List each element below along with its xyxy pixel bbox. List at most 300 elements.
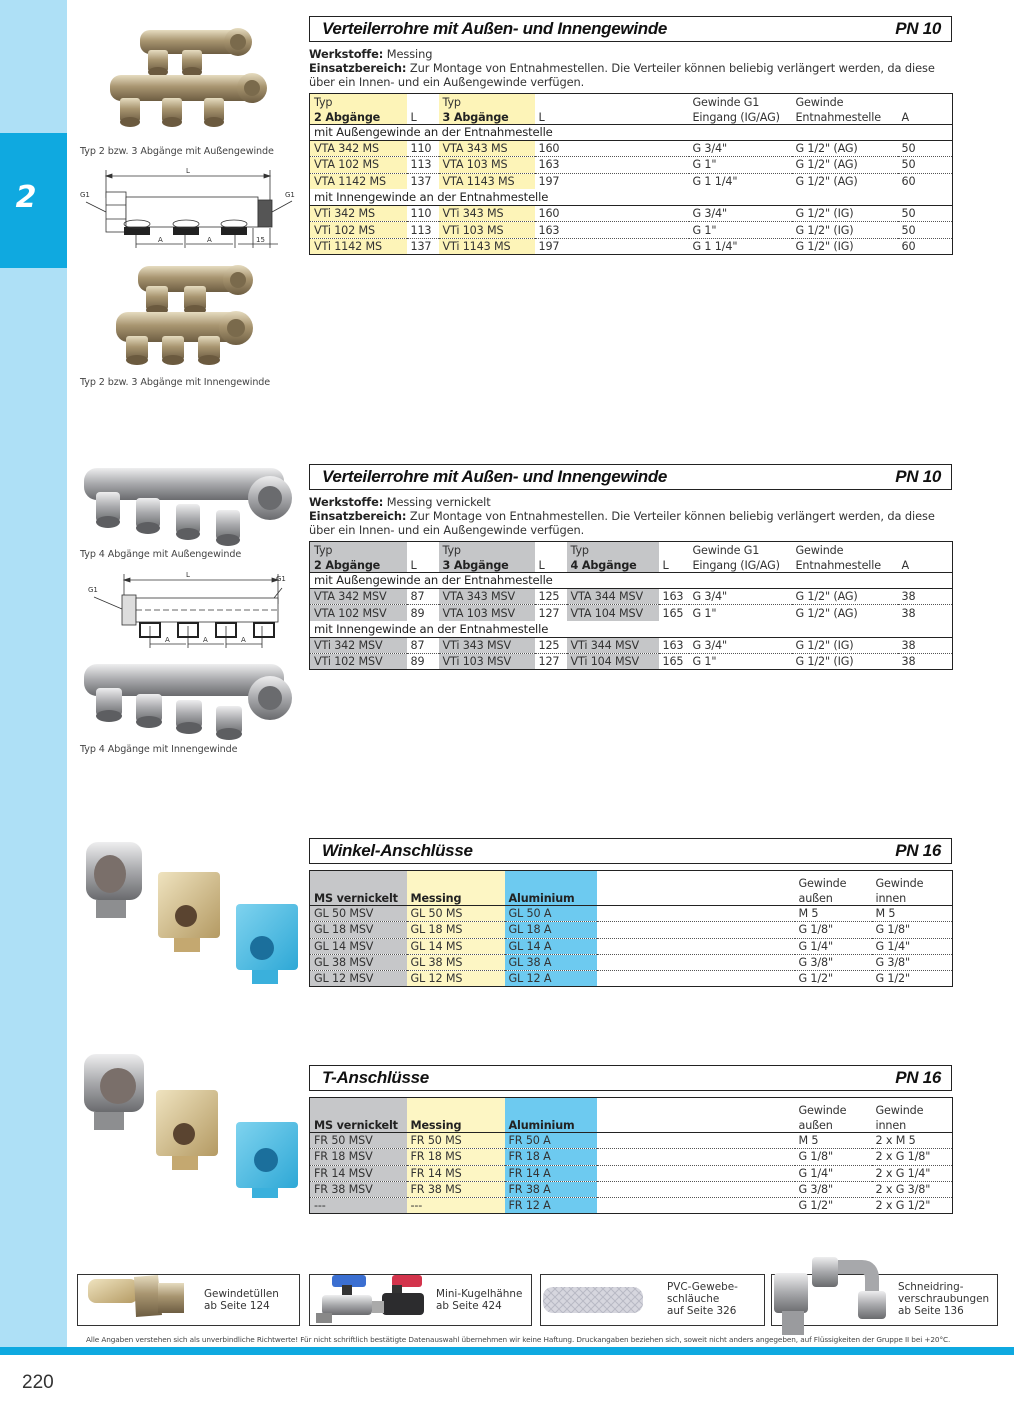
header-row xyxy=(310,557,953,573)
table-cell: FR 12 A xyxy=(505,1198,597,1214)
table-cell: G 1/2" (AG) xyxy=(792,588,898,604)
table-cell: GL 50 MSV xyxy=(310,906,407,922)
table-cell xyxy=(597,1165,795,1181)
crossref-compression-fittings[interactable] xyxy=(771,1274,998,1326)
table-cell: 127 xyxy=(538,655,560,669)
table-cell: G 3/8" xyxy=(795,954,872,970)
column-header: 2 Abgänge xyxy=(310,109,407,125)
column-header: Eingang (IG/AG) xyxy=(689,557,792,573)
table-cell: GL 18 A xyxy=(505,922,597,938)
table-cell: GL 38 MS xyxy=(407,954,505,970)
table-cell xyxy=(597,954,795,970)
pvc-hose-icon xyxy=(543,1285,647,1317)
crossref-text: Gewindetüllen ab Seite 124 xyxy=(204,1288,279,1312)
section-title-bar xyxy=(309,464,952,490)
technical-drawing-2-3-outlets xyxy=(78,164,303,252)
section-title-bar xyxy=(309,838,952,864)
table-cell: G 1/2" xyxy=(875,972,910,986)
table-row xyxy=(310,206,953,222)
table-cell: 87 xyxy=(407,588,439,604)
table-cell: VTA 343 MSV xyxy=(439,588,535,604)
table-cell: 50 xyxy=(898,222,953,238)
table-cell: VTA 342 MSV xyxy=(310,588,407,604)
table-cell: 38 xyxy=(901,606,916,620)
table-cell: VTi 344 MSV xyxy=(567,637,659,653)
caption-type-4-female: Typ 4 Abgänge mit Innengewinde xyxy=(80,744,238,755)
table-cell: G 1/2" (IG) xyxy=(792,222,898,238)
column-header xyxy=(310,1098,407,1118)
dim-G1-left-label: G1 xyxy=(80,191,90,199)
table-cell: G 1/4" xyxy=(795,938,872,954)
dim-L-label: L xyxy=(186,167,190,175)
column-header: Typ xyxy=(439,541,535,557)
column-header xyxy=(310,871,407,891)
table-cell: G 3/8" xyxy=(872,954,953,970)
column-header xyxy=(597,890,795,906)
table-row xyxy=(310,971,953,987)
dim-G1-right-label: G1 xyxy=(276,575,286,583)
table-cell xyxy=(597,1149,795,1165)
table-row xyxy=(310,173,953,189)
pressure-rating: PN 10 xyxy=(895,467,941,486)
table-cell: VTA 102 MSV xyxy=(310,605,407,621)
column-header: Typ xyxy=(310,541,407,557)
table-cell: GL 12 A xyxy=(505,971,597,987)
crossref-text: PVC-Gewebe- schläuche auf Seite 326 xyxy=(667,1281,738,1317)
compression-fitting-icon xyxy=(772,1255,892,1339)
column-header: Typ xyxy=(567,541,659,557)
table-cell: --- xyxy=(310,1198,407,1214)
table-cell: 89 xyxy=(410,606,425,620)
table-cell: 2 x M 5 xyxy=(872,1133,953,1149)
table-cell: FR 50 MSV xyxy=(310,1133,407,1149)
table-cell: G 1" xyxy=(692,606,717,620)
table-cell: FR 14 A xyxy=(505,1165,597,1181)
table-cell: G 1" xyxy=(692,655,717,669)
column-header: L xyxy=(407,557,439,573)
column-header: Gewinde xyxy=(798,1104,847,1117)
table-cell: 60 xyxy=(901,174,916,188)
table-cell: G 1/2" (IG) xyxy=(792,637,898,653)
column-header: Messing xyxy=(407,890,505,906)
column-header xyxy=(898,541,953,557)
table-cell: VTA 342 MS xyxy=(310,140,407,156)
table-cell: G 1 1/4" xyxy=(692,239,738,253)
table-cell: G 1/2" (AG) xyxy=(792,140,898,156)
table-cell: VTA 1143 MS xyxy=(439,173,535,189)
table-cell: G 1/2" (IG) xyxy=(795,655,854,669)
table-cell: FR 38 A xyxy=(505,1181,597,1197)
column-header: L xyxy=(407,109,439,125)
pressure-rating: PN 10 xyxy=(895,19,941,38)
column-header: außen xyxy=(795,890,872,906)
header-row xyxy=(310,890,953,906)
manifold-brass-table xyxy=(309,93,953,255)
column-header: Entnahmestelle xyxy=(792,109,898,125)
table-row xyxy=(310,938,953,954)
column-header: 2 Abgänge xyxy=(310,557,407,573)
crossref-text: Mini-Kugelhähne ab Seite 424 xyxy=(436,1288,523,1312)
column-header: Gewinde G1 xyxy=(692,543,760,557)
table-cell: FR 50 A xyxy=(505,1133,597,1149)
section-manifold-nickel xyxy=(309,464,952,670)
column-header: MS vernickelt xyxy=(310,1117,407,1133)
column-header xyxy=(535,93,689,109)
column-header: Aluminium xyxy=(505,890,597,906)
table-cell xyxy=(597,971,795,987)
caption-type-2-3-female: Typ 2 bzw. 3 Abgänge mit Innengewinde xyxy=(80,377,271,388)
table-row xyxy=(310,654,953,670)
angle-fittings-image xyxy=(80,838,302,988)
table-cell: VTA 102 MS xyxy=(310,157,407,173)
table-cell: 137 xyxy=(410,239,432,253)
table-cell: 125 xyxy=(535,637,567,653)
table-cell: 2 x G 3/8" xyxy=(872,1181,953,1197)
section-title-bar xyxy=(309,16,952,42)
t-fittings-image xyxy=(80,1050,302,1200)
footer-band xyxy=(0,1347,1014,1355)
dim-G1-right-label: G1 xyxy=(285,191,295,199)
table-row xyxy=(310,922,953,938)
table-cell: FR 14 MSV xyxy=(310,1165,407,1181)
table-cell: FR 38 MSV xyxy=(310,1181,407,1197)
table-cell xyxy=(597,1198,795,1214)
table-cell: GL 14 MS xyxy=(407,938,505,954)
group-label: mit Innengewinde an der Entnahmestelle xyxy=(310,621,953,637)
dim-L-label: L xyxy=(186,571,190,579)
column-header xyxy=(407,541,439,557)
brass-manifold-female-thread-image xyxy=(108,258,268,370)
column-header xyxy=(597,1117,795,1133)
application-value: Zur Montage von Entnahmestellen. Die Verteiler können beliebig verlängert werden, da diese über ein Innen- und ein Außengewinde verfügen. xyxy=(309,61,935,90)
table-row xyxy=(310,1133,953,1149)
table-row xyxy=(310,1165,953,1181)
table-row xyxy=(310,1181,953,1197)
group-header-row xyxy=(310,124,953,140)
column-header: Typ xyxy=(439,93,535,109)
table-cell: FR 14 MS xyxy=(407,1165,505,1181)
column-header: Gewinde xyxy=(875,1104,924,1117)
table-row xyxy=(310,954,953,970)
table-cell: VTA 103 MS xyxy=(439,157,535,173)
table-cell xyxy=(597,922,795,938)
table-row xyxy=(310,588,953,604)
technical-drawing-4-outlets xyxy=(82,566,294,652)
chapter-number: 2 xyxy=(15,180,37,215)
table-cell: 163 xyxy=(659,588,689,604)
dim-15-label: 15 xyxy=(256,236,265,244)
dim-A-label: A xyxy=(158,236,163,244)
column-header: L xyxy=(535,109,689,125)
table-cell: FR 18 MS xyxy=(407,1149,505,1165)
column-header xyxy=(407,1098,505,1118)
table-cell: 163 xyxy=(659,637,689,653)
column-header: Gewinde G1 xyxy=(692,95,760,109)
table-row xyxy=(310,1149,953,1165)
table-cell: 110 xyxy=(407,206,439,222)
section-manifold-brass xyxy=(309,16,952,255)
table-cell xyxy=(597,906,795,922)
table-cell: G 1/8" xyxy=(795,922,872,938)
column-header xyxy=(505,1098,597,1118)
table-cell: 87 xyxy=(407,637,439,653)
column-header: Gewinde xyxy=(795,95,844,109)
column-header xyxy=(505,871,597,891)
table-cell: G 1" xyxy=(689,222,792,238)
table-cell: VTi 103 MSV xyxy=(439,654,535,670)
table-cell: 163 xyxy=(535,222,689,238)
table-cell: 160 xyxy=(535,140,689,156)
column-header: innen xyxy=(872,890,953,906)
table-cell: 165 xyxy=(662,655,684,669)
column-header: 3 Abgänge xyxy=(439,109,535,125)
table-cell: 2 x G 1/2" xyxy=(875,1199,931,1213)
column-header: A xyxy=(898,557,953,573)
pressure-rating: PN 16 xyxy=(895,1068,941,1087)
nickel-manifold-male-thread-image xyxy=(80,458,292,548)
table-cell: VTA 344 MSV xyxy=(567,588,659,604)
column-header: A xyxy=(898,109,953,125)
table-cell: GL 14 A xyxy=(505,938,597,954)
table-row xyxy=(310,1198,953,1214)
caption-type-2-3-male: Typ 2 bzw. 3 Abgänge mit Außengewinde xyxy=(80,146,274,157)
table-cell: FR 50 MS xyxy=(407,1133,505,1149)
table-cell: G 1/2" (AG) xyxy=(795,606,858,620)
table-cell: 50 xyxy=(898,140,953,156)
column-header: innen xyxy=(872,1117,953,1133)
angle-fittings-table xyxy=(309,870,953,987)
table-row xyxy=(310,605,953,621)
column-header: 3 Abgänge xyxy=(439,557,535,573)
material-value: Messing xyxy=(386,47,433,61)
table-row xyxy=(310,637,953,653)
dim-A-label: A xyxy=(165,636,170,644)
table-cell: --- xyxy=(407,1198,505,1214)
section-title-bar xyxy=(309,1065,952,1091)
column-header: Messing xyxy=(407,1117,505,1133)
column-header: Entnahmestelle xyxy=(792,557,898,573)
column-header: MS vernickelt xyxy=(310,890,407,906)
group-label: mit Außengewinde an der Entnahmestelle xyxy=(310,124,953,140)
group-header-row xyxy=(310,572,953,588)
column-header: Eingang (IG/AG) xyxy=(689,109,792,125)
section-title: Verteilerrohre mit Außen- und Innengewinde xyxy=(322,467,668,486)
table-cell: GL 12 MS xyxy=(407,971,505,987)
table-cell: 197 xyxy=(538,174,560,188)
table-cell: G 1 1/4" xyxy=(692,174,738,188)
application-label: Einsatzbereich: xyxy=(309,509,407,524)
column-header: Aluminium xyxy=(505,1117,597,1133)
material-label: Werkstoffe: xyxy=(309,47,384,61)
table-cell: VTi 1142 MS xyxy=(310,238,407,254)
header-row xyxy=(310,93,953,109)
table-cell: G 1/4" xyxy=(795,1165,872,1181)
table-cell: GL 50 A xyxy=(505,906,597,922)
header-row xyxy=(310,109,953,125)
table-cell: GL 12 MSV xyxy=(310,971,407,987)
table-cell: 160 xyxy=(535,206,689,222)
table-cell: G 1/2" (AG) xyxy=(795,174,858,188)
section-title: Winkel-Anschlüsse xyxy=(322,841,473,860)
crossref-thread-nozzles[interactable] xyxy=(77,1274,300,1326)
table-cell: G 1/2" xyxy=(798,1199,833,1213)
column-header: L xyxy=(535,557,567,573)
table-cell: GL 18 MS xyxy=(407,922,505,938)
table-cell: VTi 102 MS xyxy=(310,222,407,238)
table-cell xyxy=(597,1133,795,1149)
section-title: Verteilerrohre mit Außen- und Innengewinde xyxy=(322,19,668,38)
column-header: außen xyxy=(795,1117,872,1133)
dim-A-label: A xyxy=(241,636,246,644)
dim-A-label: A xyxy=(207,236,212,244)
table-cell: VTA 103 MSV xyxy=(439,605,535,621)
table-cell: G 1/8" xyxy=(795,1149,872,1165)
table-cell: 2 x G 1/4" xyxy=(872,1165,953,1181)
table-row xyxy=(310,140,953,156)
table-cell xyxy=(597,1181,795,1197)
crossref-text: Schneidring- verschraubungen ab Seite 136 xyxy=(898,1281,990,1317)
section-description xyxy=(309,495,952,538)
manifold-nickel-table xyxy=(309,541,953,671)
table-cell: VTi 104 MSV xyxy=(567,654,659,670)
table-cell: G 1/2" (AG) xyxy=(792,157,898,173)
table-cell: G 1/2" (IG) xyxy=(795,239,854,253)
table-cell: VTi 343 MSV xyxy=(439,637,535,653)
table-cell: G 1/4" xyxy=(872,938,953,954)
table-cell: G 3/8" xyxy=(795,1181,872,1197)
section-title: T-Anschlüsse xyxy=(322,1068,429,1087)
table-cell: VTA 1142 MS xyxy=(310,173,407,189)
dim-G1-left-label: G1 xyxy=(88,586,98,594)
table-cell: G 1/2" (IG) xyxy=(792,206,898,222)
table-cell: M 5 xyxy=(872,906,953,922)
table-cell: 163 xyxy=(535,157,689,173)
table-cell: 137 xyxy=(410,174,432,188)
table-cell: 125 xyxy=(535,588,567,604)
column-header: L xyxy=(659,557,689,573)
table-row xyxy=(310,906,953,922)
table-cell: VTA 104 MSV xyxy=(567,605,659,621)
t-fittings-table xyxy=(309,1097,953,1214)
column-header xyxy=(597,871,795,891)
column-header: Gewinde xyxy=(798,877,847,890)
table-cell: GL 18 MSV xyxy=(310,922,407,938)
table-cell: GL 38 A xyxy=(505,954,597,970)
nickel-manifold-female-thread-image xyxy=(80,654,292,742)
dim-A-label: A xyxy=(203,636,208,644)
table-cell: G 1" xyxy=(689,157,792,173)
header-row xyxy=(310,541,953,557)
header-row xyxy=(310,871,953,891)
column-header: 4 Abgänge xyxy=(567,557,659,573)
table-cell: G 1/2" xyxy=(798,972,833,986)
table-cell: VTi 342 MSV xyxy=(310,637,407,653)
table-cell: 89 xyxy=(410,655,425,669)
table-cell: G 1/8" xyxy=(872,922,953,938)
group-header-row xyxy=(310,189,953,205)
column-header xyxy=(407,93,439,109)
table-cell: G 3/4" xyxy=(689,588,792,604)
table-row xyxy=(310,222,953,238)
table-cell: GL 14 MSV xyxy=(310,938,407,954)
group-label: mit Außengewinde an der Entnahmestelle xyxy=(310,572,953,588)
table-row xyxy=(310,157,953,173)
table-cell: M 5 xyxy=(795,1133,872,1149)
table-cell xyxy=(597,938,795,954)
caption-type-4-male: Typ 4 Abgänge mit Außengewinde xyxy=(80,549,242,560)
table-cell: FR 18 A xyxy=(505,1149,597,1165)
table-cell: VTi 102 MSV xyxy=(310,654,407,670)
application-label: Einsatzbereich: xyxy=(309,61,407,76)
table-cell: VTA 343 MS xyxy=(439,140,535,156)
table-cell: G 3/4" xyxy=(689,206,792,222)
crossref-mini-ball-valves[interactable] xyxy=(309,1274,532,1326)
section-angle-fittings xyxy=(309,838,952,987)
application-value: Zur Montage von Entnahmestellen. Die Verteiler können beliebig verlängert werden, da diese über ein Innen- und ein Außengewinde verfügen. xyxy=(309,509,935,538)
table-cell: 38 xyxy=(898,588,953,604)
table-cell: M 5 xyxy=(795,906,872,922)
table-row xyxy=(310,238,953,254)
table-cell: 110 xyxy=(407,140,439,156)
table-cell: VTi 343 MS xyxy=(439,206,535,222)
table-cell: GL 50 MS xyxy=(407,906,505,922)
table-cell: 113 xyxy=(407,222,439,238)
disclaimer-text: Alle Angaben verstehen sich als unverbindliche Richtwerte! Für nicht schriftlich bestätigte Datenauswahl übernehmen wir keine Haftung. Druckangaben beziehen sich, soweit nicht anders angegeben, auf Flüssigkeiten der Gruppe II bei +20°C. xyxy=(86,1335,951,1344)
table-cell: 38 xyxy=(898,637,953,653)
table-cell: VTi 342 MS xyxy=(310,206,407,222)
table-cell: FR 18 MSV xyxy=(310,1149,407,1165)
table-cell: 2 x G 1/8" xyxy=(872,1149,953,1165)
pressure-rating: PN 16 xyxy=(895,841,941,860)
table-cell: 113 xyxy=(407,157,439,173)
table-cell: 38 xyxy=(901,655,916,669)
column-header xyxy=(407,871,505,891)
table-cell: 50 xyxy=(898,206,953,222)
hose-nozzle-icon xyxy=(84,1271,188,1329)
material-label: Werkstoffe: xyxy=(309,495,384,509)
column-header xyxy=(659,541,689,557)
table-cell: GL 38 MSV xyxy=(310,954,407,970)
table-cell: VTi 103 MS xyxy=(439,222,535,238)
table-cell: VTi 1143 MS xyxy=(439,238,535,254)
table-cell: 197 xyxy=(538,239,560,253)
column-header xyxy=(898,93,953,109)
crossref-pvc-hoses[interactable] xyxy=(540,1274,765,1326)
group-label: mit Innengewinde an der Entnahmestelle xyxy=(310,189,953,205)
header-row xyxy=(310,1098,953,1118)
material-value: Messing vernickelt xyxy=(386,495,491,509)
column-header: Typ xyxy=(310,93,407,109)
table-cell: FR 38 MS xyxy=(407,1181,505,1197)
section-description xyxy=(309,47,952,90)
table-cell: 60 xyxy=(901,239,916,253)
table-cell: 127 xyxy=(538,606,560,620)
table-cell: 50 xyxy=(898,157,953,173)
column-header: Gewinde xyxy=(875,877,924,890)
table-cell: G 3/4" xyxy=(689,140,792,156)
group-header-row xyxy=(310,621,953,637)
table-cell: 165 xyxy=(662,606,684,620)
column-header xyxy=(535,541,567,557)
table-cell: G 3/4" xyxy=(689,637,792,653)
brass-manifold-male-thread-image xyxy=(100,20,270,140)
column-header: Gewinde xyxy=(795,543,844,557)
header-row xyxy=(310,1117,953,1133)
section-t-fittings xyxy=(309,1065,952,1214)
ball-valve-icon xyxy=(312,1271,430,1329)
page-number: 220 xyxy=(22,1372,54,1393)
column-header xyxy=(597,1098,795,1118)
